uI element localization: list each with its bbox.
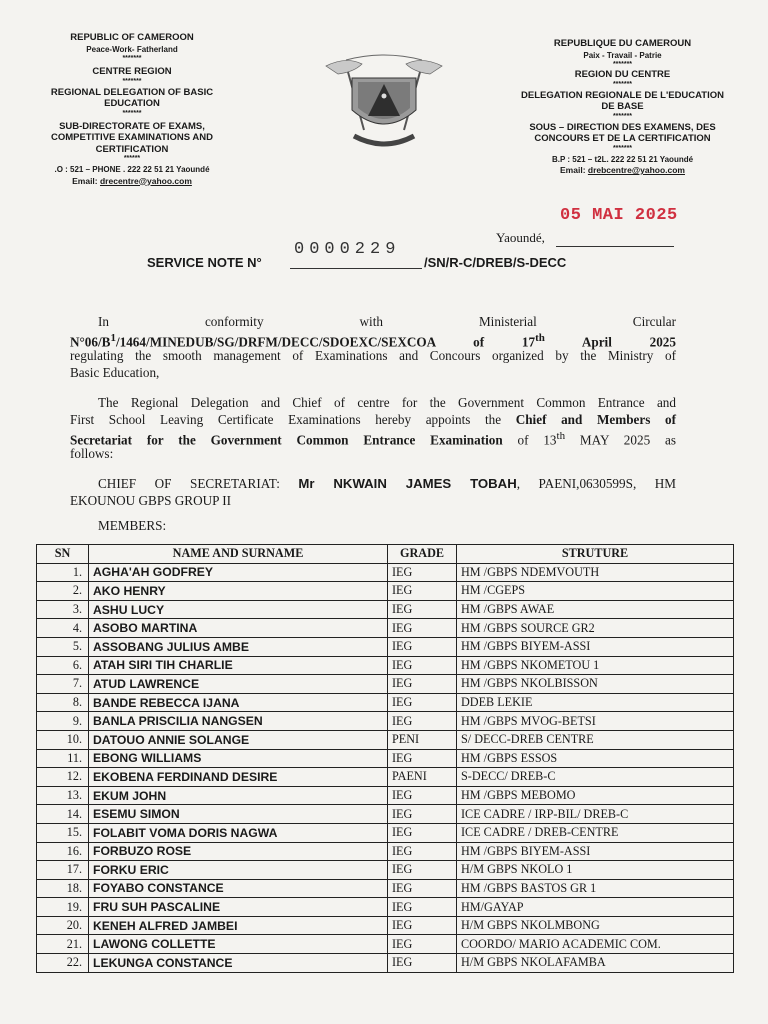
row-name: KENEH ALFRED JAMBEI [89, 916, 388, 935]
row-sn: 18. [37, 879, 89, 898]
para2-line4: follows: [70, 446, 114, 461]
contact-fr: B.P : 521 – t2L. 222 22 51 21 Yaoundé [551, 154, 694, 164]
row-sn: 8. [37, 693, 89, 712]
row-structure: ICE CADRE / IRP-BIL/ DREB-C [457, 805, 734, 824]
row-structure: S/ DECC-DREB CENTRE [457, 730, 734, 749]
delegation-en-2: EDUCATION [104, 98, 160, 109]
chief-structure: EKOUNOU GBPS GROUP II [70, 493, 232, 508]
row-grade: IEG [388, 749, 457, 768]
row-name: LAWONG COLLETTE [89, 935, 388, 954]
row-grade: IEG [388, 619, 457, 638]
table-row [37, 693, 734, 712]
row-structure: HM /GBPS MVOG-BETSI [457, 712, 734, 731]
row-sn: 6. [37, 656, 89, 675]
row-grade: IEG [388, 861, 457, 880]
row-structure: COORDO/ MARIO ACADEMIC COM. [457, 935, 734, 954]
row-grade: IEG [388, 879, 457, 898]
row-sn: 15. [37, 823, 89, 842]
motto-en: Peace-Work- Fatherland [86, 44, 178, 54]
table-row [37, 879, 734, 898]
row-name: BANLA PRISCILIA NANGSEN [89, 712, 388, 731]
country-name-fr: REPUBLIQUE DU CAMEROUN [553, 38, 692, 49]
place-label: Yaoundé, [496, 230, 545, 245]
row-name: EKUM JOHN [89, 786, 388, 805]
row-name: FOYABO CONSTANCE [89, 879, 388, 898]
para1-line1: In conformity with Ministerial Circular [98, 314, 676, 329]
row-name: LEKUNGA CONSTANCE [89, 954, 388, 973]
row-name: ATUD LAWRENCE [89, 675, 388, 694]
table-row [37, 805, 734, 824]
para2-line2: First School Leaving Certificate Examinations hereby appoints the Chief and Members of [70, 412, 676, 427]
subdirectorate-fr: SOUS – DIRECTION DES EXAMENS, DES [529, 121, 716, 133]
row-sn: 22. [37, 954, 89, 973]
table-row [37, 786, 734, 805]
row-structure: HM /GBPS NKOMETOU 1 [457, 656, 734, 675]
row-structure: HM/GAYAP [457, 898, 734, 917]
service-note-label: SERVICE NOTE N° [147, 255, 262, 270]
header-structure: STRUTURE [457, 545, 734, 564]
table-row [37, 898, 734, 917]
row-grade: IEG [388, 954, 457, 973]
separator: ******* [122, 109, 142, 117]
row-sn: 7. [37, 675, 89, 694]
row-grade: IEG [388, 656, 457, 675]
region-en: CENTRE REGION [92, 66, 172, 77]
separator: ******* [612, 112, 633, 120]
delegation-fr-2: DE BASE [601, 101, 644, 112]
row-structure: HM /GBPS ESSOS [457, 749, 734, 768]
row-structure: HM /GBPS SOURCE GR2 [457, 619, 734, 638]
row-name: EKOBENA FERDINAND DESIRE [89, 768, 388, 787]
table-row [37, 656, 734, 675]
row-structure: S-DECC/ DREB-C [457, 768, 734, 787]
para1-line3: regulating the smooth management of Examinations and Concours organized by the Ministry of [70, 348, 676, 363]
row-name: ASSOBANG JULIUS AMBE [89, 637, 388, 656]
row-structure: H/M GBPS NKOLMBONG [457, 916, 734, 935]
row-structure: H/M GBPS NKOLO 1 [457, 861, 734, 880]
row-name: DATOUO ANNIE SOLANGE [89, 730, 388, 749]
region-fr: REGION DU CENTRE [574, 69, 671, 80]
service-note-ref: /SN/R-C/DREB/S-DECC [424, 255, 567, 270]
row-sn: 1. [37, 563, 89, 582]
row-grade: PAENI [388, 768, 457, 787]
row-sn: 13. [37, 786, 89, 805]
separator: ****** [123, 155, 141, 162]
row-name: AKO HENRY [89, 582, 388, 601]
row-sn: 11. [37, 749, 89, 768]
chief-of-secretariat: CHIEF OF SECRETARIAT: Mr NKWAIN JAMES TOBAH, PAENI,0630599S, HM [98, 476, 677, 491]
table-row [37, 582, 734, 601]
row-name: ATAH SIRI TIH CHARLIE [89, 656, 388, 675]
row-grade: IEG [388, 786, 457, 805]
para2-line1: The Regional Delegation and Chief of centre for the Government Common Entrance and [98, 395, 676, 410]
table-row [37, 842, 734, 861]
row-grade: IEG [388, 823, 457, 842]
row-structure: H/M GBPS NKOLAFAMBA [457, 954, 734, 973]
subdirectorate-en-2: COMPETITIVE EXAMINATIONS AND [50, 132, 214, 143]
row-name: ASHU LUCY [89, 600, 388, 619]
country-name-en: REPUBLIC OF CAMEROON [70, 32, 194, 43]
header-left [22, 32, 242, 187]
row-grade: IEG [388, 675, 457, 694]
row-name: FORKU ERIC [89, 861, 388, 880]
email-fr: Email: drebcentre@yahoo.com [560, 165, 685, 175]
table-row [37, 637, 734, 656]
header-sn: SN [37, 545, 89, 564]
header-grade: GRADE [388, 545, 457, 564]
table-row [37, 749, 734, 768]
date-line [556, 246, 674, 247]
row-sn: 2. [37, 582, 89, 601]
table-row [37, 675, 734, 694]
subdirectorate-fr-2: CONCOURS ET DE LA CERTIFICATION [534, 133, 711, 144]
motto-fr: Paix - Travail - Patrie [583, 50, 662, 60]
separator: ******* [612, 80, 633, 88]
date-stamp: 05 MAI 2025 [560, 206, 678, 225]
row-structure: HM /GBPS MEBOMO [457, 786, 734, 805]
para1-line4: Basic Education, [70, 365, 160, 380]
row-structure: HM /GBPS BIYEM-ASSI [457, 637, 734, 656]
table-row [37, 619, 734, 638]
row-grade: IEG [388, 916, 457, 935]
row-sn: 20. [37, 916, 89, 935]
para2-line3: Secretariat for the Government Common Entrance Examination of 13th MAY 2025 as [70, 430, 676, 448]
table-row [37, 935, 734, 954]
members-table [36, 544, 734, 973]
email-link[interactable]: drecentre@yahoo.com [99, 175, 192, 186]
table-header-row [37, 545, 734, 564]
separator: ******* [612, 61, 633, 68]
row-name: FRU SUH PASCALINE [89, 898, 388, 917]
row-grade: IEG [388, 805, 457, 824]
row-grade: IEG [388, 600, 457, 619]
service-note-line [290, 268, 422, 269]
row-name: ESEMU SIMON [89, 805, 388, 824]
row-sn: 19. [37, 898, 89, 917]
header-right [500, 32, 745, 177]
separator: ******* [122, 77, 142, 85]
row-structure: ICE CADRE / DREB-CENTRE [457, 823, 734, 842]
row-grade: IEG [388, 712, 457, 731]
coat-of-arms-seal [318, 52, 450, 150]
para1-circular-ref: $N^\circ 06/B^1/1464/MINEDUB/SG/DRFM/DECC/SDOEXC$/SEXCOA of 17th April 2025 [70, 332, 676, 350]
row-sn: 14. [37, 805, 89, 824]
separator: ******* [122, 55, 142, 62]
row-structure: HM /GBPS NDEMVOUTH [457, 563, 734, 582]
row-grade: IEG [388, 693, 457, 712]
delegation-fr: DELEGATION REGIONALE DE L'EDUCATION [521, 89, 724, 101]
table-row [37, 768, 734, 787]
row-name: AGHA'AH GODFREY [89, 563, 388, 582]
subdirectorate-en: SUB-DIRECTORATE OF EXAMS, [59, 120, 205, 132]
row-name: EBONG WILLIAMS [89, 749, 388, 768]
table-row [37, 600, 734, 619]
table-row [37, 823, 734, 842]
row-sn: 21. [37, 935, 89, 954]
row-sn: 12. [37, 768, 89, 787]
row-grade: IEG [388, 563, 457, 582]
table-row [37, 861, 734, 880]
contact-en: .O : 521 – PHONE . 222 22 51 21 Yaoundé [54, 165, 210, 174]
row-grade: PENI [388, 730, 457, 749]
row-sn: 9. [37, 712, 89, 731]
row-structure: DDEB LEKIE [457, 693, 734, 712]
email-en: Email: drecentre@yahoo.com [72, 175, 192, 186]
row-name: ASOBO MARTINA [89, 619, 388, 638]
row-structure: HM /GBPS BASTOS GR 1 [457, 879, 734, 898]
table-row [37, 730, 734, 749]
table-row [37, 916, 734, 935]
row-name: FORBUZO ROSE [89, 842, 388, 861]
row-grade: IEG [388, 842, 457, 861]
row-structure: HM /CGEPS [457, 582, 734, 601]
table-row [37, 563, 734, 582]
row-grade: IEG [388, 582, 457, 601]
delegation-en: REGIONAL DELEGATION OF BASIC [50, 86, 214, 98]
row-structure: HM /GBPS NKOLBISSON [457, 675, 734, 694]
row-structure: HM /GBPS BIYEM-ASSI [457, 842, 734, 861]
members-label: MEMBERS: [98, 518, 167, 533]
row-sn: 5. [37, 637, 89, 656]
email-link[interactable]: drebcentre@yahoo.com [587, 165, 685, 175]
row-sn: 17. [37, 861, 89, 880]
header-name: NAME AND SURNAME [89, 545, 388, 564]
service-note-number: 0000229 [294, 240, 401, 259]
table-row [37, 712, 734, 731]
row-sn: 4. [37, 619, 89, 638]
row-sn: 16. [37, 842, 89, 861]
row-grade: IEG [388, 637, 457, 656]
row-grade: IEG [388, 898, 457, 917]
row-grade: IEG [388, 935, 457, 954]
table-row [37, 954, 734, 973]
separator: ******* [612, 144, 633, 152]
row-structure: HM /GBPS AWAE [457, 600, 734, 619]
row-sn: 3. [37, 600, 89, 619]
row-sn: 10. [37, 730, 89, 749]
row-name: FOLABIT VOMA DORIS NAGWA [89, 823, 388, 842]
subdirectorate-en-3: CERTIFICATION [95, 143, 169, 155]
row-name: BANDE REBECCA IJANA [89, 693, 388, 712]
